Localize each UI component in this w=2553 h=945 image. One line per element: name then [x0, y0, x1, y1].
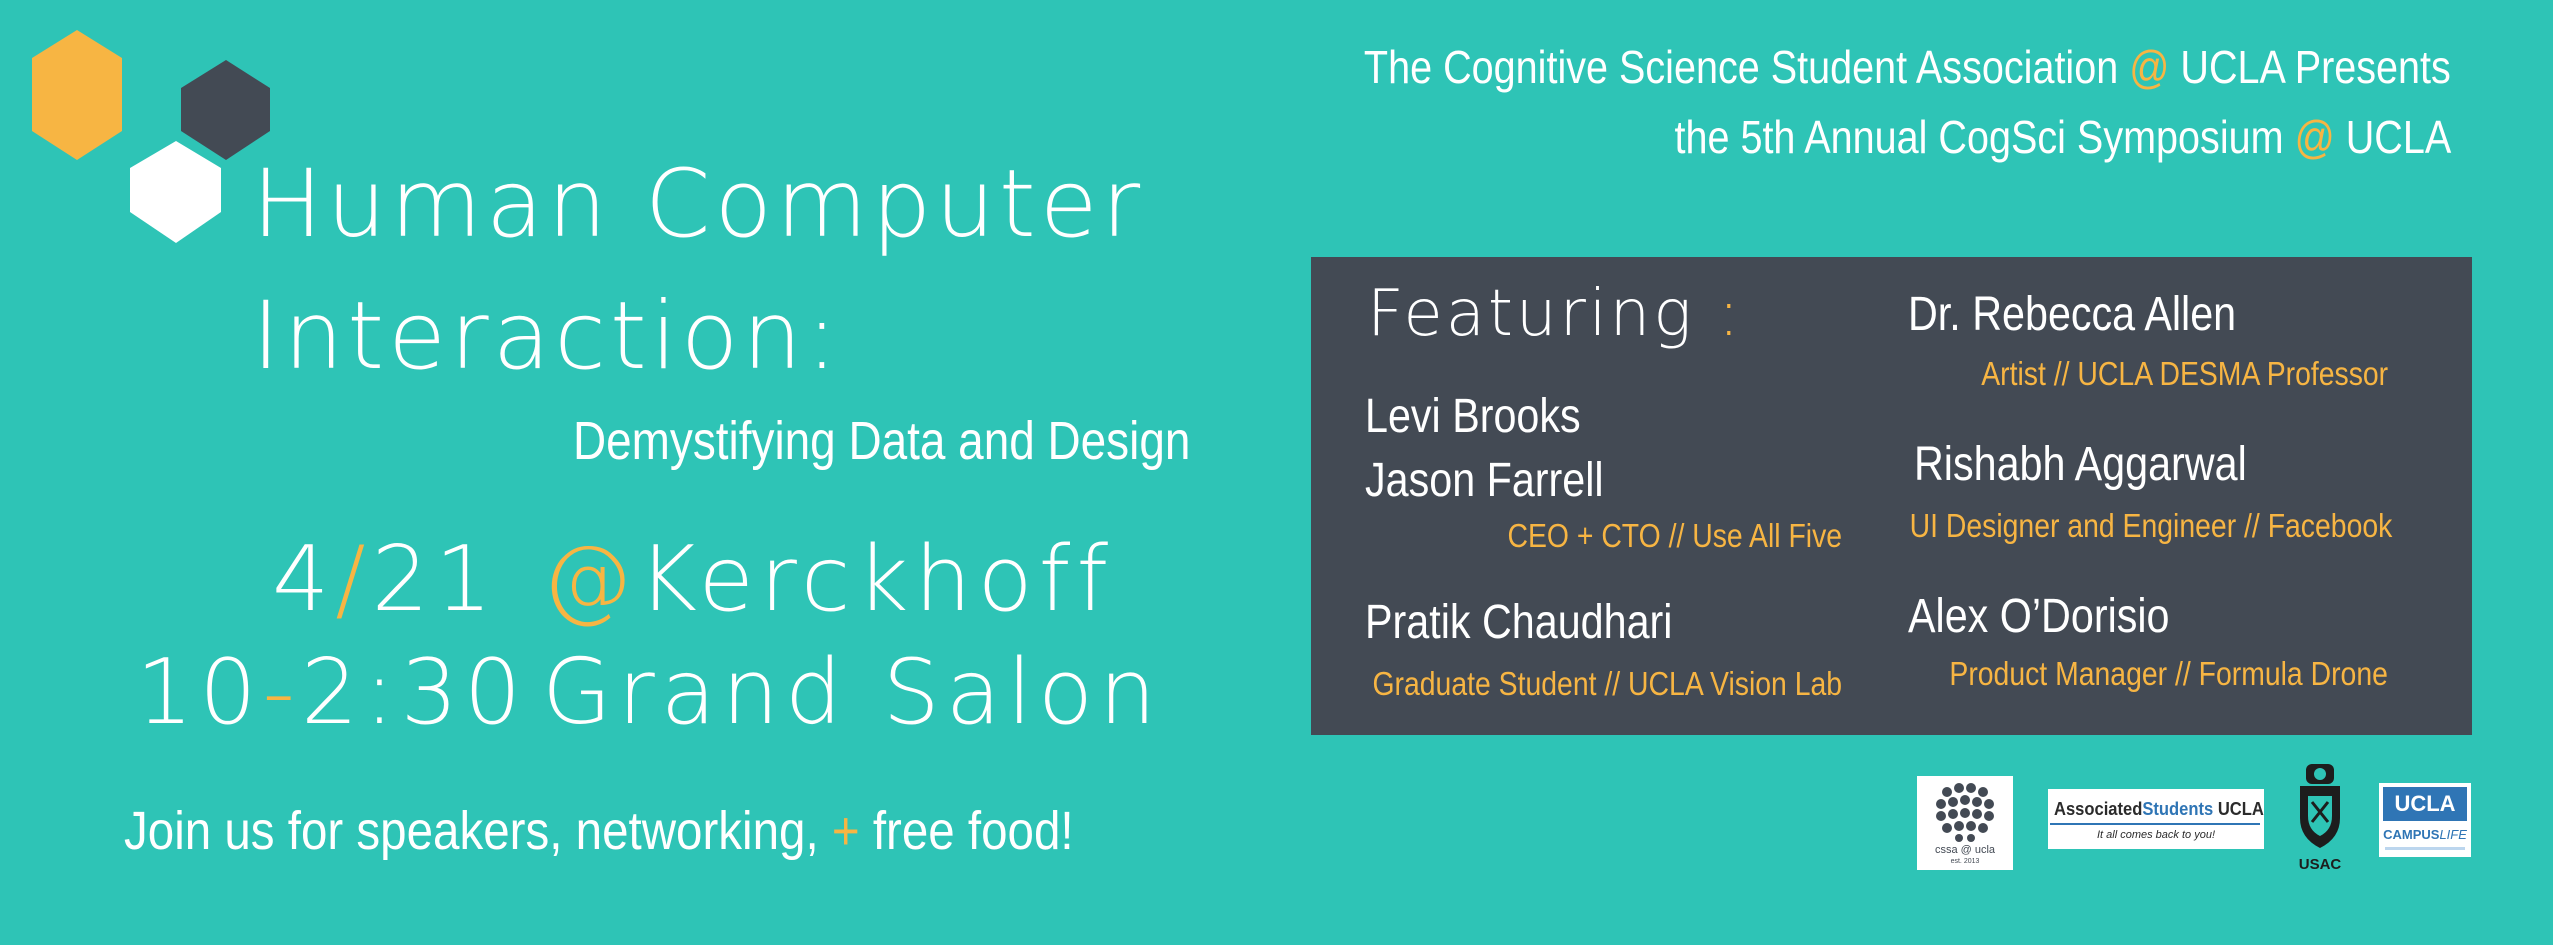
speaker-name: Pratik Chaudhari [1365, 596, 1673, 649]
date-slash: / [335, 527, 372, 632]
dark-hexagon [181, 60, 270, 160]
event-venue [542, 527, 1115, 632]
join-message [124, 800, 1074, 862]
time-start: 10 [136, 640, 263, 745]
campuslife-logo-top: UCLA [2383, 787, 2467, 821]
time-end: 2:30 [301, 640, 528, 745]
speaker-role: UI Designer and Engineer // Facebook [1909, 507, 2392, 544]
asucla-logo-rule [2050, 823, 2260, 825]
speaker-name: Jason Farrell [1365, 454, 1604, 507]
title-line-1: Human Computer [252, 150, 1145, 259]
speaker-role: Graduate Student // UCLA Vision Lab [1372, 665, 1842, 702]
orange-hexagon [32, 30, 122, 160]
join-text-1: Join us for speakers, networking, [124, 801, 832, 861]
campuslife-logo [2379, 783, 2471, 857]
cssa-dots-icon [1917, 776, 2013, 846]
speaker-role: Artist // UCLA DESMA Professor [1981, 355, 2388, 392]
date-day: 21 [371, 527, 499, 632]
asucla-logo-name: AssociatedStudents UCLA [2054, 799, 2264, 819]
campuslife-logo-rule [2385, 847, 2465, 850]
presents-line-1: The Cognitive Science Student Association @ UCLA Presents [1364, 41, 2451, 93]
subtitle: Demystifying Data and Design [573, 411, 1191, 471]
time-dash: - [262, 640, 302, 745]
join-text-2: free food! [859, 801, 1074, 861]
presents-line-2: the 5th Annual CogSci Symposium @ UCLA [1674, 111, 2451, 163]
usac-logo-text: USAC [2298, 856, 2342, 873]
asucla-logo [2048, 789, 2264, 849]
usac-crest-icon [2290, 756, 2350, 856]
speaker-name: Rishabh Aggarwal [1914, 438, 2247, 491]
date-month: 4 [272, 527, 336, 632]
event-room: Grand Salon [542, 640, 1163, 745]
usac-logo [2290, 756, 2350, 876]
featuring-heading: Featuring : [1367, 277, 1743, 351]
asucla-logo-tagline: It all comes back to you! [2097, 829, 2215, 841]
cssa-logo-text: cssa @ ucla [1934, 844, 1996, 856]
speaker-name: Dr. Rebecca Allen [1908, 288, 2237, 341]
campuslife-logo-bottom: CAMPUSLIFE [2383, 827, 2467, 842]
join-plus: + [831, 801, 860, 861]
speaker-role: CEO + CTO // Use All Five [1507, 517, 1842, 554]
featuring-panel [1311, 257, 2472, 735]
speaker-name: Levi Brooks [1365, 390, 1581, 443]
speaker-role: Product Manager // Formula Drone [1949, 655, 2388, 692]
white-hexagon [130, 141, 221, 243]
cssa-logo-est: est. 2013 [1950, 858, 1980, 865]
venue-at: @ [542, 527, 638, 632]
cssa-logo [1917, 776, 2013, 870]
event-time [136, 640, 528, 745]
title-line-2: Interaction: [252, 282, 842, 391]
venue-name: Kerckhoff [638, 527, 1115, 632]
speaker-name: Alex O’Dorisio [1908, 590, 2170, 643]
event-date [272, 527, 499, 632]
